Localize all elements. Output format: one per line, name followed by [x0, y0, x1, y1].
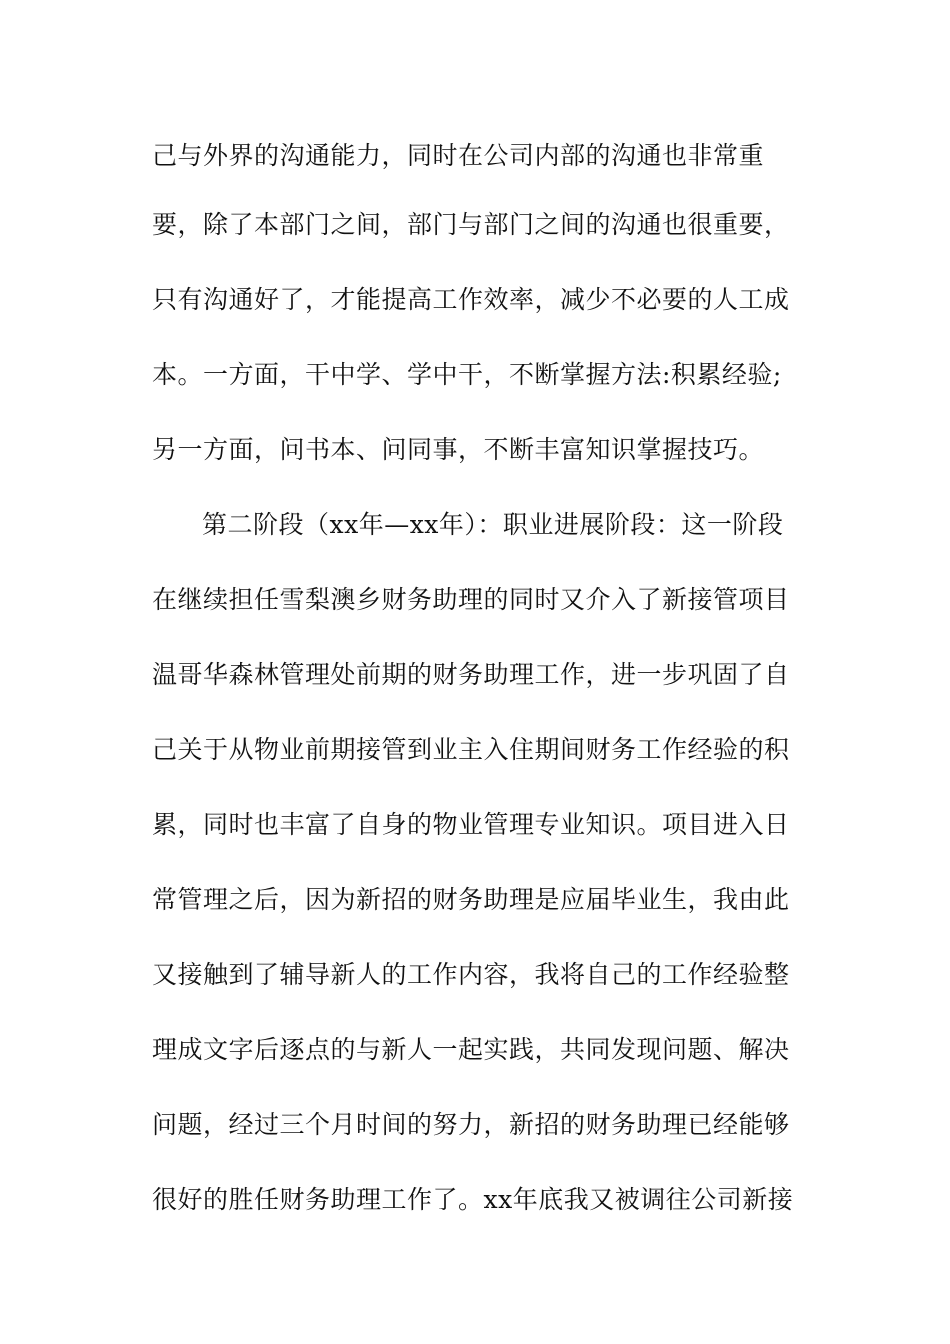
- text-line-2: 要，除了本部门之间，部门与部门之间的沟通也很重要，: [152, 210, 790, 239]
- text-line-8: 温哥华森林管理处前期的财务助理工作，进一步巩固了自: [152, 660, 790, 689]
- text-line-15: 很好的胜任财务助理工作了。xx年底我又被调往公司新接: [152, 1185, 794, 1214]
- text-line-4: 本。一方面，干中学、学中干，不断掌握方法:积累经验;: [152, 360, 782, 389]
- text-line-11: 常管理之后，因为新招的财务助理是应届毕业生，我由此: [152, 885, 790, 914]
- text-line-6: 第二阶段（xx年—xx年）：职业进展阶段：这一阶段: [202, 510, 784, 539]
- text-line-1: 己与外界的沟通能力，同时在公司内部的沟通也非常重: [152, 141, 765, 170]
- text-line-13: 理成文字后逐点的与新人一起实践，共同发现问题、解决: [152, 1035, 790, 1064]
- text-line-14: 问题，经过三个月时间的努力，新招的财务助理已经能够: [152, 1110, 790, 1139]
- text-line-12: 又接触到了辅导新人的工作内容，我将自己的工作经验整: [152, 960, 790, 989]
- text-line-10: 累，同时也丰富了自身的物业管理专业知识。项目进入日: [152, 810, 790, 839]
- text-line-9: 己关于从物业前期接管到业主入住期间财务工作经验的积: [152, 735, 790, 764]
- text-line-3: 只有沟通好了，才能提高工作效率，减少不必要的人工成: [152, 285, 790, 314]
- text-line-5: 另一方面，问书本、问同事，不断丰富知识掌握技巧。: [152, 435, 765, 464]
- text-line-7: 在继续担任雪梨澳乡财务助理的同时又介入了新接管项目: [152, 585, 790, 614]
